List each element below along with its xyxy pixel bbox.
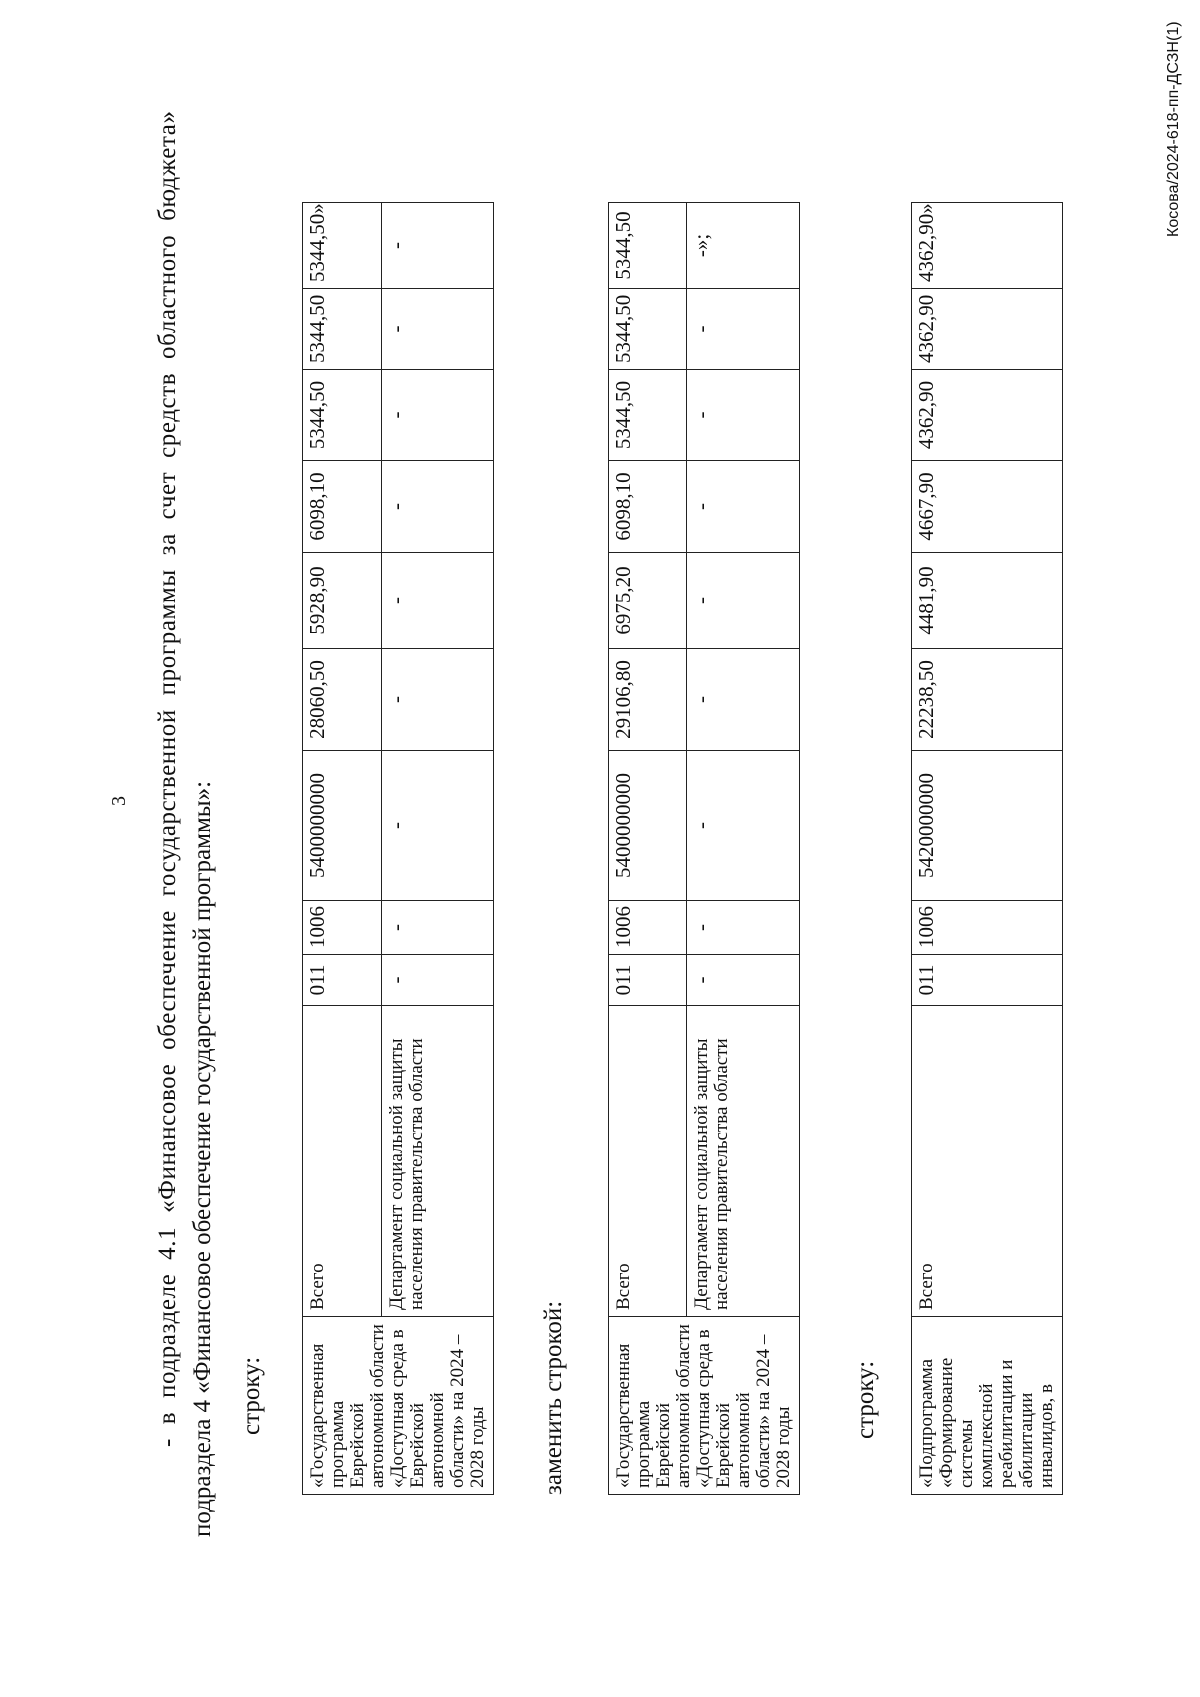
table-row xyxy=(912,203,1063,1495)
executor-cell: Всего xyxy=(912,1006,1063,1317)
executor-cell: Всего xyxy=(609,1006,687,1317)
year-2027-cell: 4362,90 xyxy=(912,289,1063,370)
rzpr-cell: 1006 xyxy=(912,901,1063,955)
rzpr-cell: 1006 xyxy=(303,901,382,955)
csr-cell: 5400000000 xyxy=(609,751,687,901)
csr-cell: 5400000000 xyxy=(303,751,382,901)
executor-cell: Всего xyxy=(303,1006,382,1317)
rzpr-cell: - xyxy=(382,901,494,955)
program-name-cell: «Государственная программа Еврейской автономной области «Доступная среда в Еврейской автономной области» на 2024 – 2028 годы xyxy=(303,1317,494,1495)
csr-cell: - xyxy=(686,751,799,901)
year-2024-cell: 6975,20 xyxy=(609,553,687,649)
label-stroku-1: строку: xyxy=(238,1356,265,1435)
year-2026-cell: - xyxy=(382,370,494,461)
total-cell: - xyxy=(382,649,494,751)
grbs-cell: - xyxy=(382,955,494,1006)
table-row xyxy=(609,203,687,1495)
executor-cell: Департамент социальной защиты населения правительства области xyxy=(686,1006,799,1317)
csr-cell: - xyxy=(382,751,494,901)
year-2025-cell: 6098,10 xyxy=(303,461,382,553)
csr-cell: 5420000000 xyxy=(912,751,1063,901)
finance-table-1 xyxy=(302,202,494,1495)
year-2024-cell: 4481,90 xyxy=(912,553,1063,649)
table-row xyxy=(686,203,799,1495)
grbs-cell: 011 xyxy=(912,955,1063,1006)
year-2026-cell: 5344,50 xyxy=(609,370,687,461)
grbs-cell: 011 xyxy=(303,955,382,1006)
label-stroku-2: строку: xyxy=(852,1360,879,1439)
year-2027-cell: 5344,50 xyxy=(609,289,687,370)
grbs-cell: - xyxy=(686,955,799,1006)
year-2025-cell: - xyxy=(686,461,799,553)
year-2026-cell: - xyxy=(686,370,799,461)
year-2024-cell: - xyxy=(686,553,799,649)
year-2026-cell: 5344,50 xyxy=(303,370,382,461)
grbs-cell: 011 xyxy=(609,955,687,1006)
intro-line-1: - в подразделе 4.1 «Финансовое обеспечение государственной программы за счет средств областного бюджета» xyxy=(154,110,181,1447)
table-row xyxy=(303,203,382,1495)
finance-table-2 xyxy=(608,202,800,1495)
year-2024-cell: 5928,90 xyxy=(303,553,382,649)
year-2028-cell: - xyxy=(382,203,494,289)
label-zamenit: заменить строкой: xyxy=(540,1300,567,1495)
finance-table-3 xyxy=(911,202,1063,1495)
page-number: 3 xyxy=(108,796,130,806)
total-cell: - xyxy=(686,649,799,751)
year-2026-cell: 4362,90 xyxy=(912,370,1063,461)
rzpr-cell: - xyxy=(686,901,799,955)
executor-cell: Департамент социальной защиты населения правительства области xyxy=(382,1006,494,1317)
year-2024-cell: - xyxy=(382,553,494,649)
intro-line-2: подраздела 4 «Финансовое обеспечение государственной программы»: xyxy=(189,780,216,1537)
intro-paragraph xyxy=(150,110,220,1537)
year-2025-cell: - xyxy=(382,461,494,553)
year-2028-cell: 4362,90» xyxy=(912,203,1063,289)
year-2028-cell: 5344,50» xyxy=(303,203,382,289)
year-2028-cell: -»; xyxy=(686,203,799,289)
document-code: Косова/2024-618-пп-ДСЗН(1) xyxy=(1165,21,1182,237)
year-2027-cell: - xyxy=(382,289,494,370)
year-2027-cell: - xyxy=(686,289,799,370)
year-2027-cell: 5344,50 xyxy=(303,289,382,370)
total-cell: 28060,50 xyxy=(303,649,382,751)
total-cell: 22238,50 xyxy=(912,649,1063,751)
program-name-cell: «Государственная программа Еврейской автономной области «Доступная среда в Еврейской автономной области» на 2024 – 2028 годы xyxy=(609,1317,800,1495)
program-name-cell: «Подпрограмма «Формирование системы комплексной реабилитации и абилитации инвалидов, в xyxy=(912,1317,1063,1495)
table-row xyxy=(382,203,494,1495)
year-2025-cell: 6098,10 xyxy=(609,461,687,553)
year-2025-cell: 4667,90 xyxy=(912,461,1063,553)
year-2028-cell: 5344,50 xyxy=(609,203,687,289)
total-cell: 29106,80 xyxy=(609,649,687,751)
rzpr-cell: 1006 xyxy=(609,901,687,955)
